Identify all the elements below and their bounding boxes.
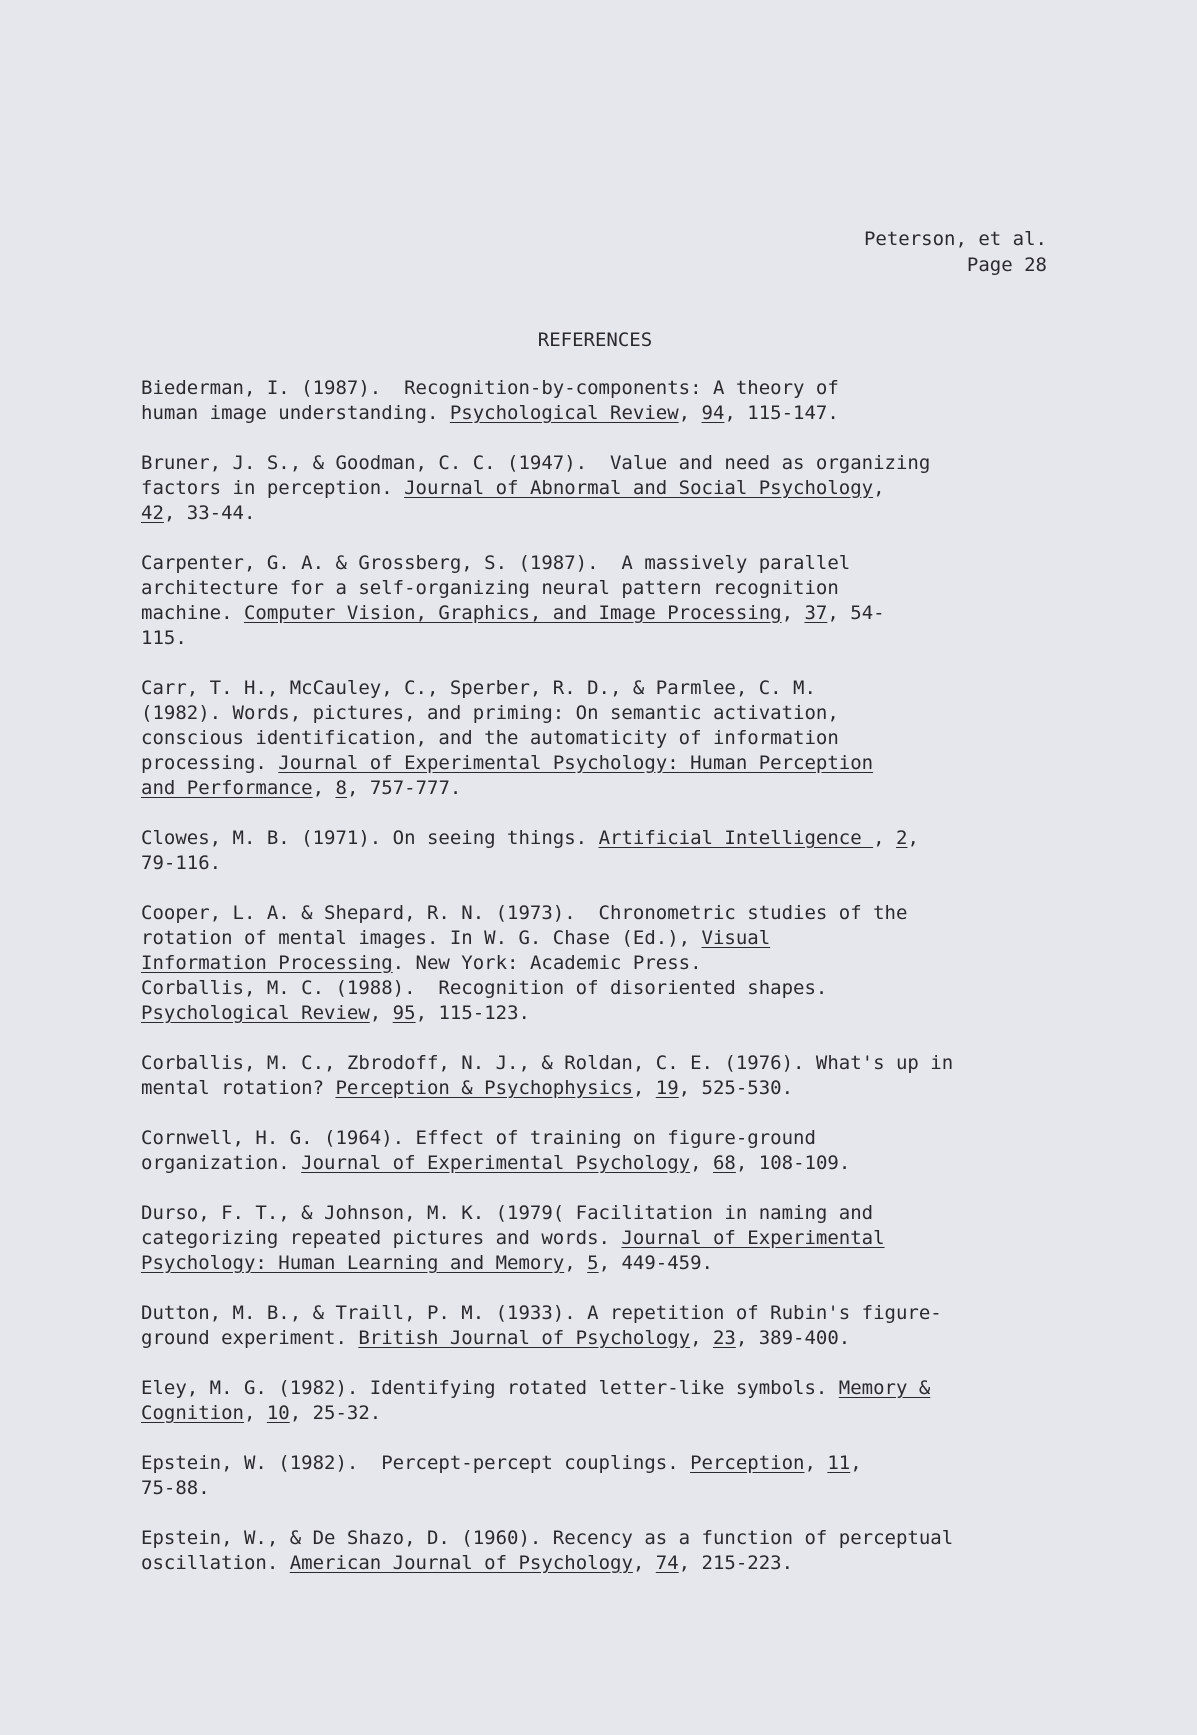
reference-line: [141, 1076, 1071, 1101]
reference-entry: [141, 451, 1071, 526]
reference-text: Carr, T. H., McCauley, C., Sperber, R. D., & Parmlee, C. M.: [141, 677, 816, 699]
reference-text: ,: [632, 1077, 656, 1099]
reference-underlined-text: Journal of Experimental: [621, 1227, 885, 1249]
reference-underlined-text: Psychological Review: [449, 402, 679, 424]
reference-underlined-text: and Performance: [141, 777, 313, 799]
reference-entry: [141, 1301, 1071, 1351]
reference-text: ,: [781, 602, 805, 624]
section-title: REFERENCES: [537, 329, 653, 351]
reference-underlined-text: American Journal of Psychology: [289, 1552, 633, 1574]
reference-text: ,: [678, 402, 702, 424]
reference-text: 75-88.: [141, 1477, 210, 1499]
reference-list: [141, 376, 1071, 1601]
reference-text: ,: [907, 827, 919, 849]
reference-line: [141, 476, 1071, 501]
reference-line: [141, 1301, 1071, 1326]
reference-underlined-text: Journal of Experimental Psychology: [301, 1152, 691, 1174]
reference-entry: [141, 826, 1071, 876]
reference-text: human image understanding.: [141, 402, 450, 424]
reference-entry: [141, 1201, 1071, 1276]
running-header: [864, 226, 1047, 278]
reference-text: Clowes, M. B. (1971). On seeing things.: [141, 827, 599, 849]
reference-text: , 33-44.: [163, 502, 256, 524]
reference-text: Epstein, W. (1982). Percept-percept couplings.: [141, 1452, 691, 1474]
reference-line: [141, 1526, 1071, 1551]
reference-text: 115.: [141, 627, 187, 649]
reference-entry: [141, 551, 1071, 651]
reference-line: [141, 701, 1071, 726]
reference-text: . New York: Academic Press.: [392, 952, 702, 974]
reference-text: , 115-147.: [724, 402, 839, 424]
reference-text: ,: [850, 1452, 862, 1474]
reference-underlined-text: Psychological Review: [141, 1002, 370, 1024]
reference-text: categorizing repeated pictures and words.: [141, 1227, 622, 1249]
reference-text: ,: [564, 1252, 588, 1274]
reference-text: processing.: [141, 752, 279, 774]
reference-underlined-text: Perception & Psychophysics: [335, 1077, 633, 1099]
reference-text: (1982). Words, pictures, and priming: On semantic activation,: [141, 702, 839, 724]
reference-line: [141, 851, 1071, 876]
reference-text: , 54-: [827, 602, 885, 624]
reference-text: , 525-530.: [678, 1077, 794, 1099]
reference-line: [141, 1201, 1071, 1226]
reference-line: [141, 551, 1071, 576]
header-page-number: Page 28: [966, 254, 1047, 276]
reference-underlined-text: 42: [141, 502, 164, 524]
reference-text: ,: [873, 827, 896, 849]
reference-underlined-text: 23: [712, 1327, 736, 1349]
reference-line: [141, 1051, 1071, 1076]
reference-line: [141, 576, 1071, 601]
reference-text: ,: [369, 1002, 393, 1024]
reference-text: ground experiment.: [141, 1327, 359, 1349]
reference-entry: [141, 376, 1071, 426]
reference-underlined-text: 19: [655, 1077, 679, 1099]
reference-line: [141, 976, 1071, 1001]
reference-text: Bruner, J. S., & Goodman, C. C. (1947). Value and need as organizing: [141, 452, 931, 474]
reference-text: , 25-32.: [289, 1402, 382, 1424]
reference-underlined-text: 74: [655, 1552, 679, 1574]
reference-underlined-text: Visual: [701, 927, 771, 949]
reference-entry: [141, 1051, 1071, 1101]
reference-entry: [141, 901, 1071, 976]
reference-entry: [141, 1126, 1071, 1176]
reference-line: [141, 676, 1071, 701]
reference-line: [141, 626, 1071, 651]
reference-text: ,: [690, 1152, 713, 1174]
reference-underlined-text: Psychology: Human Learning and Memory: [141, 1252, 565, 1274]
reference-text: Eley, M. G. (1982). Identifying rotated letter-like symbols.: [141, 1377, 839, 1399]
reference-underlined-text: Computer Vision, Graphics, and Image Processing: [243, 602, 782, 624]
reference-underlined-text: 11: [827, 1452, 851, 1474]
reference-text: architecture for a self-organizing neural pattern recognition: [141, 577, 839, 599]
reference-entry: [141, 1526, 1071, 1576]
reference-underlined-text: 8: [335, 777, 347, 799]
reference-line: [141, 826, 1071, 851]
reference-underlined-text: 95: [392, 1002, 416, 1024]
reference-line: [141, 1476, 1071, 1501]
reference-line: [141, 1226, 1071, 1251]
reference-text: , 215-223.: [678, 1552, 794, 1574]
reference-text: Dutton, M. B., & Traill, P. M. (1933). A repetition of Rubin's figure-: [141, 1302, 942, 1324]
reference-text: , 449-459.: [598, 1252, 713, 1274]
header-author: Peterson, et al.: [863, 228, 1047, 250]
reference-text: , 108-109.: [735, 1152, 851, 1174]
reference-text: ,: [804, 1452, 828, 1474]
reference-text: Cornwell, H. G. (1964). Effect of training on figure-ground: [141, 1127, 816, 1149]
reference-text: Durso, F. T., & Johnson, M. K. (1979( Facilitation in naming and: [141, 1202, 874, 1224]
reference-underlined-text: 68: [712, 1152, 736, 1174]
reference-entry: [141, 1376, 1071, 1426]
reference-text: ,: [690, 1327, 713, 1349]
reference-entry: [141, 976, 1071, 1026]
reference-line: [141, 1251, 1071, 1276]
reference-line: [141, 1151, 1071, 1176]
reference-underlined-text: Information Processing: [141, 952, 393, 974]
reference-line: [141, 951, 1071, 976]
reference-line: [141, 1551, 1071, 1576]
reference-line: [141, 376, 1071, 401]
reference-line: [141, 1376, 1071, 1401]
reference-underlined-text: 10: [266, 1402, 290, 1424]
reference-underlined-text: Journal of Experimental Psychology: Human Perception: [278, 752, 874, 774]
reference-text: ,: [873, 477, 885, 499]
reference-text: Cooper, L. A. & Shepard, R. N. (1973). Chronometric studies of the: [141, 902, 908, 924]
reference-underlined-text: Journal of Abnormal and Social Psychology: [404, 477, 874, 499]
reference-underlined-text: Artificial Intelligence: [598, 827, 874, 849]
reference-text: Corballis, M. C., Zbrodoff, N. J., & Roldan, C. E. (1976). What's up in: [141, 1052, 954, 1074]
reference-line: [141, 1001, 1071, 1026]
reference-line: [141, 401, 1071, 426]
reference-underlined-text: British Journal of Psychology: [358, 1327, 691, 1349]
reference-line: [141, 1126, 1071, 1151]
reference-text: , 115-123.: [415, 1002, 530, 1024]
reference-text: Carpenter, G. A. & Grossberg, S. (1987). A massively parallel: [141, 552, 851, 574]
reference-text: 79-116.: [141, 852, 222, 874]
reference-line: [141, 1401, 1071, 1426]
reference-line: [141, 901, 1071, 926]
reference-text: ,: [243, 1402, 267, 1424]
reference-underlined-text: Perception: [690, 1452, 805, 1474]
reference-underlined-text: 5: [587, 1252, 599, 1274]
reference-text: ,: [632, 1552, 656, 1574]
reference-text: organization.: [141, 1152, 302, 1174]
reference-underlined-text: 37: [804, 602, 828, 624]
reference-text: Biederman, I. (1987). Recognition-by-components: A theory of: [141, 377, 839, 399]
reference-line: [141, 926, 1071, 951]
reference-underlined-text: Memory &: [838, 1377, 931, 1399]
reference-underlined-text: 2: [896, 827, 908, 849]
reference-underlined-text: 94: [701, 402, 725, 424]
reference-text: factors in perception.: [141, 477, 405, 499]
reference-text: Epstein, W., & De Shazo, D. (1960). Recency as a function of perceptual: [141, 1527, 954, 1549]
reference-text: rotation of mental images. In W. G. Chase (Ed.),: [141, 927, 702, 949]
reference-text: conscious identification, and the automaticity of information: [141, 727, 839, 749]
reference-text: Corballis, M. C. (1988). Recognition of disoriented shapes.: [141, 977, 828, 999]
reference-line: [141, 601, 1071, 626]
reference-line: [141, 501, 1071, 526]
reference-line: [141, 726, 1071, 751]
reference-text: oscillation.: [141, 1552, 290, 1574]
reference-text: ,: [312, 777, 336, 799]
reference-underlined-text: Cognition: [141, 1402, 244, 1424]
reference-line: [141, 1326, 1071, 1351]
reference-text: , 389-400.: [735, 1327, 851, 1349]
reference-line: [141, 451, 1071, 476]
reference-line: [141, 776, 1071, 801]
reference-text: machine.: [141, 602, 244, 624]
reference-text: , 757-777.: [346, 777, 462, 799]
reference-line: [141, 751, 1071, 776]
reference-text: mental rotation?: [141, 1077, 336, 1099]
reference-entry: [141, 1451, 1071, 1501]
reference-entry: [141, 676, 1071, 801]
reference-line: [141, 1451, 1071, 1476]
